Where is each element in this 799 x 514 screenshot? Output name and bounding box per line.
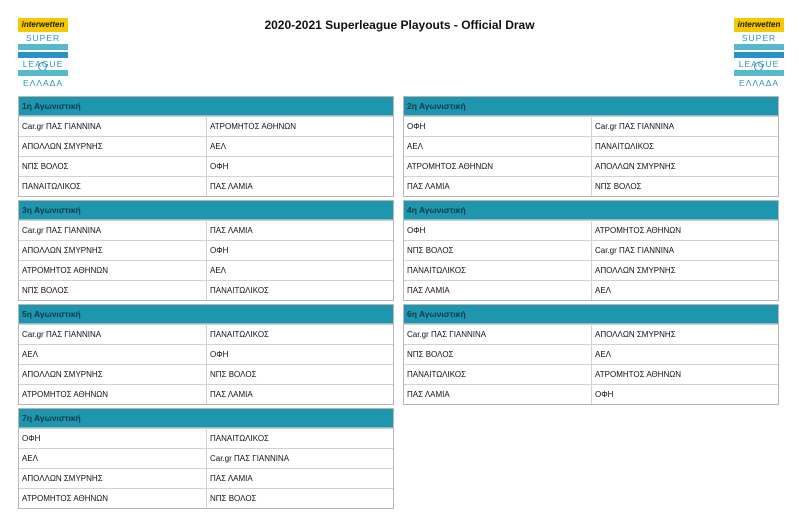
away-team: ΑΕΛ [591,345,778,364]
round-header: 1η Αγωνιστική [19,97,393,116]
away-team: ΟΦΗ [206,345,393,364]
match-row [19,280,393,300]
home-team: ΑΕΛ [22,454,39,463]
home-team: ΑΤΡΟΜΗΤΟΣ ΑΘΗΝΩΝ [22,390,109,399]
home-team: ΑΤΡΟΜΗΤΟΣ ΑΘΗΝΩΝ [22,266,109,275]
home-team: ΑΕΛ [407,142,424,151]
away-team: ΟΦΗ [206,157,393,176]
match-row [19,468,393,488]
round-table-2 [403,96,779,197]
home-team: Car.gr ΠΑΣ ΓΙΑΝΝΙΝΑ [22,330,102,339]
away-team: ΟΦΗ [206,241,393,260]
match-row [404,344,778,364]
page-title: 2020-2021 Superleague Playouts - Official Draw [264,18,535,32]
round-header: 3η Αγωνιστική [19,201,393,220]
match-row [19,364,393,384]
home-team: ΝΠΣ ΒΟΛΟΣ [22,286,69,295]
away-team: ΠΑΣ ΛΑΜΙΑ [206,385,393,404]
match-row [404,156,778,176]
round-table-3 [18,200,394,301]
logo-line1: SUPER [25,33,61,43]
home-team: ΟΦΗ [407,226,426,235]
away-team: Car.gr ΠΑΣ ΓΙΑΝΝΙΝΑ [206,449,393,468]
away-team: ΠΑΣ ΛΑΜΙΑ [206,469,393,488]
away-team: ΠΑΣ ΛΑΜΙΑ [206,177,393,196]
away-team: ΠΑΝΑΙΤΩΛΙΚΟΣ [206,281,393,300]
home-team: ΝΠΣ ΒΟΛΟΣ [407,350,454,359]
away-team: ΑΕΛ [591,281,778,300]
match-row [19,384,393,404]
home-team: ΠΑΣ ΛΑΜΙΑ [407,286,450,295]
away-team: ΑΕΛ [206,261,393,280]
match-row [19,220,393,240]
home-team: Car.gr ΠΑΣ ΓΙΑΝΝΙΝΑ [407,330,487,339]
logo-line2: LEAGUE [22,59,64,69]
match-row [404,220,778,240]
match-row [19,116,393,136]
round-table-1 [18,96,394,197]
home-team: ΠΑΣ ΛΑΜΙΑ [407,182,450,191]
logo-brand: interwetten [18,18,68,32]
away-team: ΝΠΣ ΒΟΛΟΣ [591,177,778,196]
logo-band [734,70,784,76]
round-table-6 [403,304,779,405]
match-row [19,488,393,508]
away-team: ΑΤΡΟΜΗΤΟΣ ΑΘΗΝΩΝ [591,221,778,240]
round-header: 2η Αγωνιστική [404,97,778,116]
round-table-7 [18,408,394,509]
match-row [19,428,393,448]
match-row [404,364,778,384]
logo-band [734,44,784,50]
logo-band [734,52,784,58]
away-team: ΠΑΝΑΙΤΩΛΙΚΟΣ [206,429,393,448]
logo-band [18,52,68,58]
home-team: ΑΠΟΛΛΩΝ ΣΜΥΡΝΗΣ [22,142,103,151]
home-team: Car.gr ΠΑΣ ΓΙΑΝΝΙΝΑ [22,226,102,235]
away-team: Car.gr ΠΑΣ ΓΙΑΝΝΙΝΑ [591,241,778,260]
away-team: ΠΑΣ ΛΑΜΙΑ [206,221,393,240]
away-team: ΑΠΟΛΛΩΝ ΣΜΥΡΝΗΣ [591,157,778,176]
match-row [19,260,393,280]
match-row [404,324,778,344]
home-team: ΠΑΝΑΙΤΩΛΙΚΟΣ [407,266,466,275]
match-row [404,176,778,196]
round-header: 4η Αγωνιστική [404,201,778,220]
home-team: ΠΑΝΑΙΤΩΛΙΚΟΣ [407,370,466,379]
home-team: ΝΠΣ ΒΟΛΟΣ [22,162,69,171]
match-row [19,324,393,344]
home-team: ΑΠΟΛΛΩΝ ΣΜΥΡΝΗΣ [22,474,103,483]
match-row [19,240,393,260]
match-row [19,136,393,156]
away-team: ΝΠΣ ΒΟΛΟΣ [206,489,393,508]
away-team: ΑΤΡΟΜΗΤΟΣ ΑΘΗΝΩΝ [206,117,393,136]
round-header: 6η Αγωνιστική [404,305,778,324]
away-team: ΠΑΝΑΙΤΩΛΙΚΟΣ [591,137,778,156]
home-team: ΑΠΟΛΛΩΝ ΣΜΥΡΝΗΣ [22,246,103,255]
home-team: ΑΕΛ [22,350,39,359]
logo-line2: LEAGUE [738,59,780,69]
round-table-4 [403,200,779,301]
home-team: ΠΑΣ ΛΑΜΙΑ [407,390,450,399]
match-row [19,176,393,196]
round-header: 7η Αγωνιστική [19,409,393,428]
home-team: ΟΦΗ [407,122,426,131]
away-team: ΟΦΗ [591,385,778,404]
away-team: Car.gr ΠΑΣ ΓΙΑΝΝΙΝΑ [591,117,778,136]
logo-brand: interwetten [734,18,784,32]
logo-line1: SUPER [741,33,777,43]
home-team: ΟΦΗ [22,434,41,443]
match-row [404,384,778,404]
away-team: ΝΠΣ ΒΟΛΟΣ [206,365,393,384]
match-row [404,280,778,300]
match-row [19,156,393,176]
home-team: ΠΑΝΑΙΤΩΛΙΚΟΣ [22,182,81,191]
away-team: ΑΕΛ [206,137,393,156]
round-table-5 [18,304,394,405]
logo-band [18,70,68,76]
logo-line3: ΕΛΛΑΔΑ [22,78,64,88]
match-row [404,136,778,156]
match-row [404,240,778,260]
logo-band [18,44,68,50]
match-row [404,260,778,280]
home-team: ΑΤΡΟΜΗΤΟΣ ΑΘΗΝΩΝ [407,162,494,171]
round-header: 5η Αγωνιστική [19,305,393,324]
home-team: ΝΠΣ ΒΟΛΟΣ [407,246,454,255]
away-team: ΠΑΝΑΙΤΩΛΙΚΟΣ [206,325,393,344]
away-team: ΑΠΟΛΛΩΝ ΣΜΥΡΝΗΣ [591,325,778,344]
home-team: ΑΠΟΛΛΩΝ ΣΜΥΡΝΗΣ [22,370,103,379]
away-team: ΑΤΡΟΜΗΤΟΣ ΑΘΗΝΩΝ [591,365,778,384]
match-row [19,448,393,468]
match-row [404,116,778,136]
home-team: ΑΤΡΟΜΗΤΟΣ ΑΘΗΝΩΝ [22,494,109,503]
away-team: ΑΠΟΛΛΩΝ ΣΜΥΡΝΗΣ [591,261,778,280]
home-team: Car.gr ΠΑΣ ΓΙΑΝΝΙΝΑ [22,122,102,131]
match-row [19,344,393,364]
logo-line3: ΕΛΛΑΔΑ [738,78,780,88]
